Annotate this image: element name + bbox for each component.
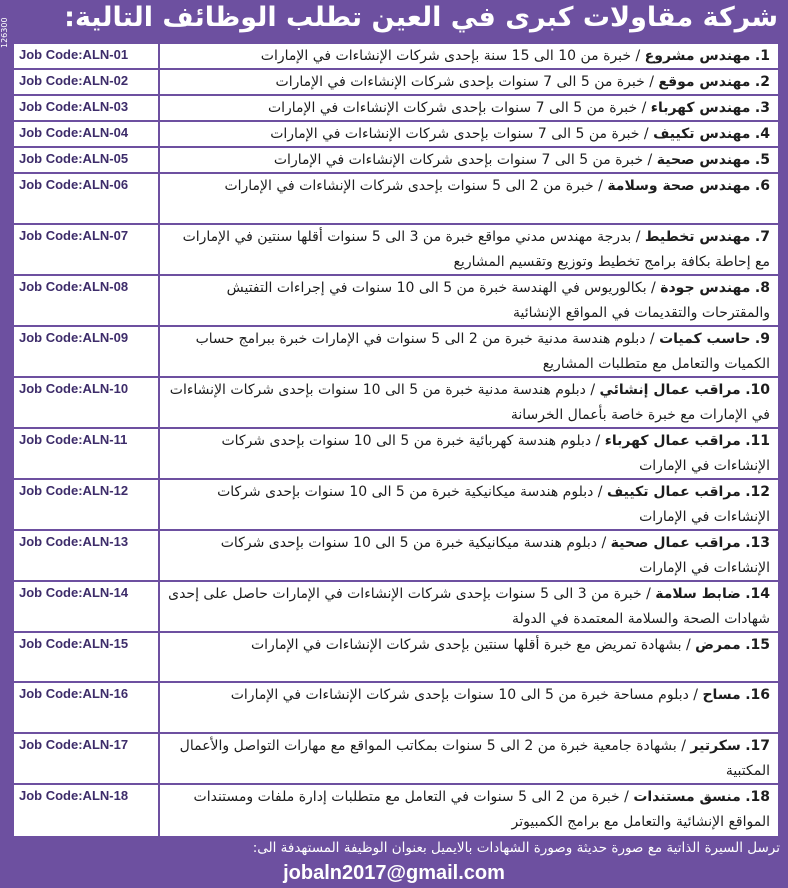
job-number: 6. [754,178,770,194]
job-description [160,480,778,529]
job-number: 13. [745,534,770,551]
job-details: / خبرة من 5 الى 7 سنوات بإحدى شركات الإنشاءات في الإمارات [275,74,659,90]
table-row [14,531,778,582]
job-title: مراقب عمال إنشائي [599,381,741,398]
table-row [14,276,778,327]
job-title: مهندس موقع [658,74,751,90]
page-title: شركة مقاولات كبرى في العين تطلب الوظائف التالية: [64,2,778,33]
job-title: مهندس تكييف [653,126,751,142]
job-title: مراقب عمال صحية [610,534,741,551]
contact-email[interactable]: jobaln2017@gmail.com [283,862,505,884]
job-code: Job Code:ALN-08 [14,276,160,325]
table-row [14,378,778,429]
table-row [14,174,778,225]
job-number: 11. [745,432,770,449]
job-number: 1. [754,48,770,64]
job-code: Job Code:ALN-14 [14,582,160,631]
job-title: ممرض [695,636,741,653]
job-description [160,174,778,223]
table-row [14,225,778,276]
job-details: / خبرة من 2 الى 5 سنوات في التعامل مع متطلبات إدارة ملفات ومستندات المواقع الإنشائية والتعامل مع برامج الكمبيوتر [193,788,770,830]
job-title: منسق مستندات [633,788,741,805]
jobs-table [12,42,780,838]
job-title: مهندس صحة وسلامة [607,178,751,194]
table-row [14,480,778,531]
job-number: 15. [745,636,770,653]
job-number: 18. [745,788,770,805]
job-details: / خبرة من 2 الى 5 سنوات بإحدى شركات الإنشاءات في الإمارات [224,178,608,194]
job-title: مراقب عمال كهرباء [604,432,741,449]
job-code: Job Code:ALN-05 [14,148,160,172]
job-description [160,225,778,274]
job-title: مهندس جودة [660,279,751,296]
job-description [160,148,778,172]
job-title: سكرتير [690,737,741,754]
side-reference-code: 126300 [0,17,9,48]
job-description [160,633,778,682]
job-title: مهندس مشروع [644,48,751,64]
job-number: 12. [745,483,770,500]
job-description [160,785,778,836]
job-details: / دبلوم هندسة ميكانيكية خبرة من 5 الى 10 سنوات بإحدى شركات الإنشاءات في الإمارات [217,483,770,525]
job-details: / دبلوم هندسة مدنية خبرة من 5 الى 10 سنوات بإحدى شركات الإنشاءات في الإمارات مع خبرة خاصة بأعمال الخرسانة [169,381,770,423]
job-details: / بشهادة تمريض مع خبرة أقلها سنتين بإحدى شركات الإنشاءات في الإمارات [250,636,696,653]
job-details: / دبلوم هندسة كهربائية خبرة من 5 الى 10 سنوات بإحدى شركات الإنشاءات في الإمارات [221,432,770,474]
job-code: Job Code:ALN-16 [14,683,160,732]
table-row [14,44,778,70]
application-instructions: ترسل السيرة الذاتية مع صورة حديثة وصورة الشهادات بالايميل بعنوان الوظيفة المستهدفة الى: [252,840,780,856]
job-number: 10. [745,381,770,398]
job-title: مساح [702,687,741,703]
table-row [14,429,778,480]
job-code: Job Code:ALN-09 [14,327,160,376]
job-number: 7. [754,228,770,245]
job-details: / خبرة من 5 الى 7 سنوات بإحدى شركات الإنشاءات في الإمارات [270,126,654,142]
job-description [160,276,778,325]
table-row [14,785,778,836]
job-number: 3. [754,100,770,116]
job-code: Job Code:ALN-11 [14,429,160,478]
job-title: ضابط سلامة [655,585,741,602]
job-code: Job Code:ALN-17 [14,734,160,783]
job-code: Job Code:ALN-01 [14,44,160,68]
job-number: 17. [745,737,770,754]
job-code: Job Code:ALN-13 [14,531,160,580]
job-title: حاسب كميات [659,330,751,347]
job-details: / دبلوم هندسة مدنية خبرة من 2 الى 5 سنوات في الإمارات خبرة ببرامج حساب الكميات والتعامل مع متطلبات المشاريع [195,330,770,372]
job-description [160,582,778,631]
job-details: / دبلوم هندسة ميكانيكية خبرة من 5 الى 10 سنوات بإحدى شركات الإنشاءات في الإمارات [220,534,770,576]
job-description [160,327,778,376]
table-row [14,327,778,378]
job-code: Job Code:ALN-03 [14,96,160,120]
job-details: / دبلوم مساحة خبرة من 5 الى 10 سنوات بإحدى شركات الإنشاءات في الإمارات [230,687,703,703]
job-details: / خبرة من 3 الى 5 سنوات بإحدى شركات الإنشاءات في الإمارات حاصل على إحدى شهادات الصحة والسلامة المعتمدة في الدولة [168,585,770,627]
job-description [160,378,778,427]
table-row [14,70,778,96]
job-code: Job Code:ALN-18 [14,785,160,836]
job-description [160,429,778,478]
job-code: Job Code:ALN-10 [14,378,160,427]
job-title: مراقب عمال تكييف [606,483,741,500]
job-details: / خبرة من 10 الى 15 سنة بإحدى شركات الإنشاءات في الإمارات [260,48,645,64]
job-code: Job Code:ALN-04 [14,122,160,146]
job-details: / خبرة من 5 الى 7 سنوات بإحدى شركات الإنشاءات في الإمارات [267,100,651,116]
job-number: 9. [754,330,770,347]
job-description [160,531,778,580]
job-code: Job Code:ALN-12 [14,480,160,529]
table-row [14,148,778,174]
job-description [160,70,778,94]
table-row [14,683,778,734]
job-number: 4. [754,126,770,142]
job-description [160,96,778,120]
job-number: 16. [745,687,770,703]
job-description [160,44,778,68]
job-title: مهندس تخطيط [644,228,751,245]
table-row [14,96,778,122]
table-row [14,633,778,684]
job-code: Job Code:ALN-06 [14,174,160,223]
job-number: 5. [754,152,770,168]
job-title: مهندس صحية [656,152,751,168]
job-details: / بدرجة مهندس مدني مواقع خبرة من 3 الى 5 سنوات أقلها سنتين في الإمارات مع إحاطة بكافة برامج تخطيط وتوزيع وتقسيم المشاريع [182,228,770,270]
job-details: / بكالوريوس في الهندسة خبرة من 5 الى 10 سنوات في إجراءات التفتيش والمقترحات والتقديمات في المواقع الإنشائية [226,279,770,321]
job-code: Job Code:ALN-07 [14,225,160,274]
job-code: Job Code:ALN-15 [14,633,160,682]
table-row [14,582,778,633]
job-number: 8. [754,279,770,296]
job-details: / خبرة من 5 الى 7 سنوات بإحدى شركات الإنشاءات في الإمارات [273,152,657,168]
job-number: 14. [745,585,770,602]
job-title: مهندس كهرباء [650,100,751,116]
job-number: 2. [754,74,770,90]
table-row [14,122,778,148]
job-details: / بشهادة جامعية خبرة من 2 الى 5 سنوات بمكاتب المواقع مع مهارات التواصل والأعمال المكتبية [179,737,770,779]
job-description [160,734,778,783]
job-description [160,122,778,146]
job-code: Job Code:ALN-02 [14,70,160,94]
table-row [14,734,778,785]
job-description [160,683,778,732]
